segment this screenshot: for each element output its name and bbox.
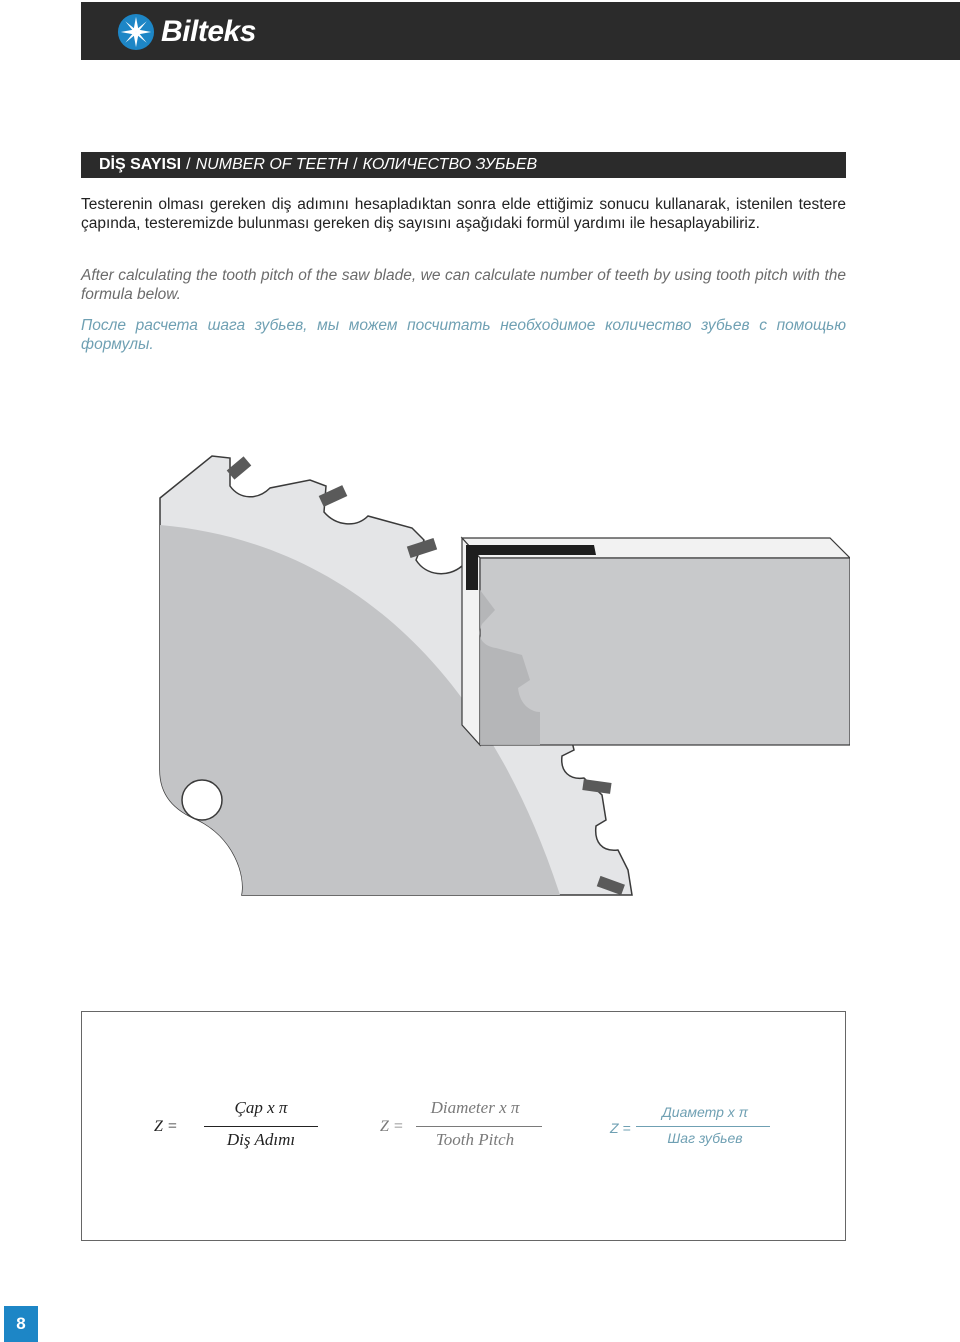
section-title-ru: КОЛИЧЕСТВО ЗУБЬЕВ (362, 156, 538, 173)
blade-bore-hole (182, 780, 222, 820)
formula-turkish (154, 1098, 324, 1158)
fraction-line (636, 1126, 770, 1127)
header-bar (81, 2, 960, 60)
fraction-line (416, 1126, 542, 1127)
brand-logo[interactable] (117, 12, 256, 52)
formula-denominator: Tooth Pitch (435, 1130, 515, 1149)
formula-numerator: Diameter x π (430, 1098, 520, 1117)
saw-blade-illustration (150, 450, 850, 910)
formula-english (380, 1098, 550, 1158)
fraction-line (204, 1126, 318, 1127)
formula-denominator: Шаг зубьев (667, 1130, 743, 1146)
paragraph-russian: После расчета шага зубьев, мы можем посчитать необходимое количество зубьев с помощью формулы. (81, 317, 846, 353)
formula-russian (610, 1104, 780, 1164)
star-logo-icon (117, 13, 155, 51)
formula-lhs: Z = (154, 1118, 178, 1135)
section-title-bar (81, 152, 846, 178)
section-title-en: NUMBER OF TEETH (195, 156, 349, 173)
brand-name: Bilteks (161, 15, 256, 48)
formula-numerator: Çap x π (234, 1098, 288, 1117)
formula-denominator: Diş Adımı (226, 1130, 296, 1149)
formula-box (81, 1011, 846, 1241)
section-title-tr: DİŞ SAYISI (99, 156, 182, 173)
formula-lhs: Z = (380, 1118, 404, 1135)
section-separator: / (186, 156, 191, 173)
formula-lhs: Z = (610, 1120, 631, 1136)
paragraph-turkish: Testerenin olması gereken diş adımını hesapladıktan sonra elde ettiğimiz sonucu kullanarak, istenilen testere çapında, testeremizde bulunması gereken diş sayısını aşağıdaki formül yardımı ile hesaplayabiliriz. (81, 196, 846, 232)
page-number: 8 (4, 1306, 38, 1342)
section-separator: / (353, 156, 358, 173)
paragraph-english: After calculating the tooth pitch of the saw blade, we can calculate number of teeth by using tooth pitch with the formula below. (81, 267, 846, 303)
formula-numerator: Диаметр x π (661, 1104, 749, 1120)
